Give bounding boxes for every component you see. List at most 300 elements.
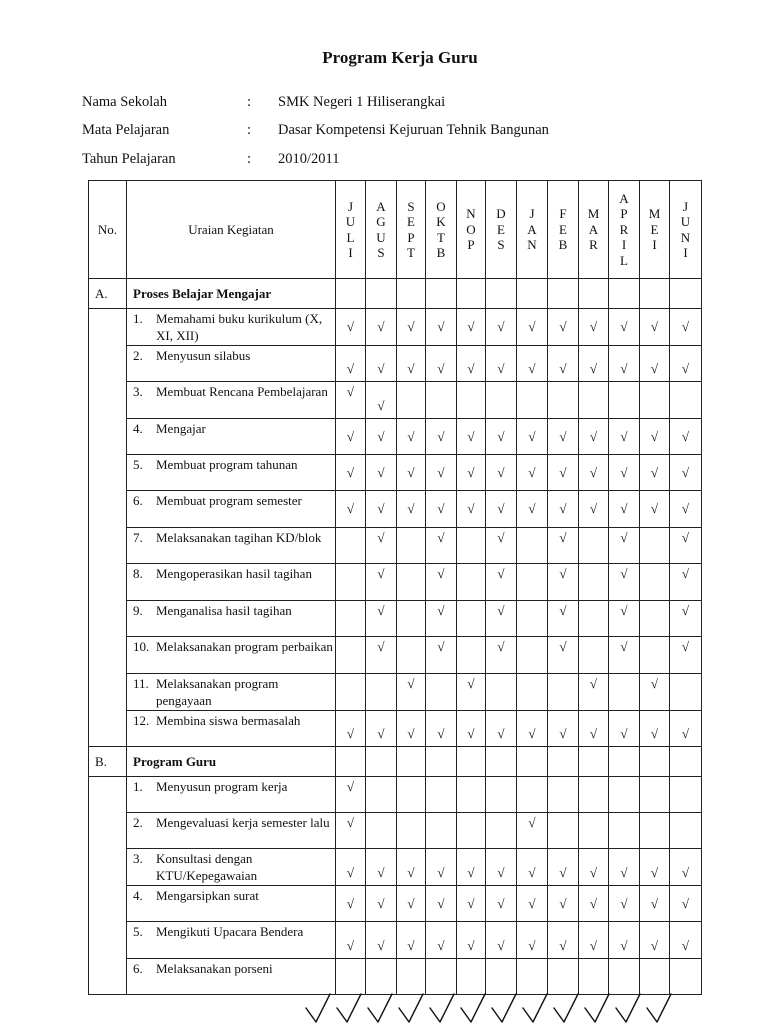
- month-cell: [517, 382, 548, 419]
- activity-text: Menganalisa hasil tagihan: [156, 603, 292, 618]
- check-mark: √: [528, 428, 536, 444]
- activity-row: [89, 382, 702, 419]
- month-cell: [366, 637, 397, 674]
- month-cell: [579, 455, 609, 491]
- month-cell: [548, 674, 579, 711]
- activity-cell: [127, 813, 336, 849]
- month-cell: [457, 674, 486, 711]
- check-mark: √: [497, 566, 505, 581]
- month-cell: [517, 419, 548, 455]
- activity-number: 3.: [133, 851, 143, 866]
- check-mark: √: [681, 501, 690, 516]
- month-cell: [579, 564, 609, 601]
- month-cell: [397, 849, 426, 886]
- month-cell: [336, 849, 366, 886]
- month-cell: [397, 777, 426, 813]
- check-mark: √: [650, 726, 659, 741]
- info-colon: :: [247, 94, 252, 110]
- month-cell: [366, 601, 397, 637]
- month-header: [548, 181, 579, 279]
- check-mark: √: [407, 428, 415, 444]
- month-letter: U: [680, 214, 691, 229]
- month-cell: [517, 813, 548, 849]
- check-mark: √: [437, 603, 445, 618]
- tick-stroke: [616, 994, 640, 1022]
- check-mark: √: [377, 398, 385, 413]
- check-mark: √: [681, 938, 690, 953]
- month-cell: [426, 849, 457, 886]
- month-cell: [336, 747, 366, 777]
- check-mark: √: [559, 865, 567, 880]
- month-letter: B: [436, 245, 446, 260]
- check-mark: √: [559, 895, 567, 911]
- month-cell: [517, 309, 548, 346]
- check-mark: √: [497, 726, 505, 741]
- month-letter: J: [529, 206, 535, 222]
- check-mark: √: [681, 566, 690, 581]
- month-cell: [517, 528, 548, 564]
- month-cell: [548, 564, 579, 601]
- month-letter: L: [620, 252, 628, 268]
- check-mark: √: [620, 865, 628, 880]
- month-cell: [670, 279, 702, 309]
- month-cell: [426, 601, 457, 637]
- month-cell: [457, 309, 486, 346]
- activity-row: [89, 564, 702, 601]
- month-letter: I: [652, 237, 657, 253]
- activity-text: Melaksanakan tagihan KD/blok: [156, 530, 322, 545]
- tick-stroke: [523, 994, 547, 1022]
- check-mark: √: [346, 726, 355, 741]
- check-mark: √: [377, 726, 385, 741]
- month-cell: [609, 309, 640, 346]
- month-letter: T: [407, 245, 415, 260]
- month-cell: [336, 674, 366, 711]
- month-cell: [457, 382, 486, 419]
- check-mark: √: [467, 865, 475, 880]
- month-cell: [426, 674, 457, 711]
- month-letter: N: [680, 229, 691, 245]
- month-cell: [426, 279, 457, 309]
- header-no: No.: [89, 181, 127, 279]
- month-letter: O: [466, 221, 476, 237]
- month-cell: [457, 419, 486, 455]
- activity-cell: [127, 564, 336, 601]
- month-cell: [579, 711, 609, 747]
- activity-row: [89, 601, 702, 637]
- check-mark: √: [559, 530, 567, 545]
- month-cell: [397, 674, 426, 711]
- month-cell: [486, 747, 517, 777]
- month-cell: [397, 528, 426, 564]
- month-cell: [336, 528, 366, 564]
- check-mark: √: [467, 895, 475, 911]
- month-cell: [609, 849, 640, 886]
- activity-number: 8.: [133, 566, 143, 581]
- month-cell: [517, 711, 548, 747]
- month-cell: [366, 886, 397, 922]
- month-cell: [670, 922, 702, 959]
- month-cell: [366, 419, 397, 455]
- month-cell: [486, 813, 517, 849]
- check-mark: √: [407, 676, 415, 691]
- month-cell: [457, 711, 486, 747]
- activity-text: Mengevaluasi kerja semester lalu: [156, 815, 330, 830]
- month-letter: P: [467, 237, 475, 253]
- check-mark: √: [497, 639, 505, 654]
- month-cell: [609, 777, 640, 813]
- check-mark: √: [407, 464, 415, 480]
- check-mark: √: [650, 319, 659, 334]
- month-cell: [670, 777, 702, 813]
- month-cell: [517, 564, 548, 601]
- check-mark: √: [589, 428, 598, 444]
- month-letter: E: [497, 221, 505, 237]
- info-colon: :: [247, 151, 252, 167]
- month-cell: [670, 813, 702, 849]
- month-cell: [457, 455, 486, 491]
- check-mark: √: [559, 938, 567, 953]
- month-cell: [426, 309, 457, 346]
- check-mark: √: [437, 865, 445, 880]
- month-cell: [640, 886, 670, 922]
- month-cell: [457, 346, 486, 382]
- activity-number: 6.: [133, 493, 143, 508]
- check-mark: √: [681, 530, 690, 545]
- month-cell: [609, 564, 640, 601]
- month-cell: [457, 528, 486, 564]
- check-mark: √: [528, 464, 536, 480]
- month-cell: [670, 309, 702, 346]
- check-mark: √: [589, 865, 598, 880]
- month-cell: [670, 564, 702, 601]
- month-cell: [548, 777, 579, 813]
- month-cell: [670, 419, 702, 455]
- check-mark: √: [650, 676, 659, 691]
- month-cell: [579, 849, 609, 886]
- check-mark: √: [437, 428, 445, 444]
- month-letter: I: [683, 245, 688, 260]
- check-mark: √: [346, 815, 355, 830]
- activity-cell: [127, 382, 336, 419]
- activity-cell: [127, 777, 336, 813]
- month-cell: [517, 674, 548, 711]
- check-mark: √: [528, 895, 536, 911]
- month-cell: [366, 922, 397, 959]
- month-letter: B: [558, 237, 568, 253]
- activity-number: 1.: [133, 311, 143, 326]
- activity-number: 1.: [133, 779, 143, 794]
- month-header: [397, 181, 426, 279]
- month-cell: [336, 382, 366, 419]
- month-letter: K: [436, 214, 446, 229]
- month-cell: [517, 777, 548, 813]
- month-letter: E: [650, 221, 659, 237]
- month-cell: [397, 601, 426, 637]
- month-cell: [609, 279, 640, 309]
- check-mark: √: [650, 428, 659, 444]
- month-letter: P: [620, 206, 628, 222]
- check-mark: √: [620, 319, 628, 334]
- activity-number: 4.: [133, 421, 143, 436]
- month-header: [366, 181, 397, 279]
- month-cell: [640, 382, 670, 419]
- month-cell: [426, 711, 457, 747]
- activity-cell: [127, 674, 336, 711]
- month-cell: [366, 491, 397, 528]
- month-cell: [426, 346, 457, 382]
- month-cell: [640, 777, 670, 813]
- tick-stroke: [399, 994, 423, 1022]
- check-mark: √: [467, 938, 475, 953]
- month-cell: [548, 491, 579, 528]
- check-mark: √: [346, 938, 355, 953]
- month-cell: [366, 564, 397, 601]
- month-cell: [517, 491, 548, 528]
- activity-text: Membuat Rencana Pembelajaran: [156, 384, 328, 399]
- check-mark: √: [681, 865, 690, 880]
- month-cell: [457, 813, 486, 849]
- month-cell: [517, 601, 548, 637]
- activity-number: 9.: [133, 603, 143, 618]
- section-title: Program Guru: [127, 747, 336, 777]
- month-cell: [517, 849, 548, 886]
- month-cell: [397, 346, 426, 382]
- month-cell: [548, 886, 579, 922]
- activity-row: [89, 813, 702, 849]
- check-mark: √: [528, 815, 536, 830]
- month-cell: [366, 528, 397, 564]
- month-cell: [426, 491, 457, 528]
- activity-number: 7.: [133, 530, 143, 545]
- check-mark: √: [346, 384, 355, 399]
- activity-number: 12.: [133, 713, 150, 728]
- month-cell: [366, 309, 397, 346]
- month-cell: [609, 419, 640, 455]
- check-mark: √: [346, 895, 355, 911]
- month-cell: [336, 279, 366, 309]
- activity-table: [88, 180, 702, 995]
- month-cell: [609, 491, 640, 528]
- header-uraian: Uraian Kegiatan: [127, 181, 336, 279]
- month-cell: [579, 309, 609, 346]
- month-cell: [486, 674, 517, 711]
- month-cell: [640, 455, 670, 491]
- month-letter: P: [407, 229, 415, 245]
- check-mark: √: [467, 464, 475, 480]
- month-cell: [548, 419, 579, 455]
- activity-cell: [127, 711, 336, 747]
- activity-number: 4.: [133, 888, 143, 903]
- month-cell: [579, 637, 609, 674]
- month-cell: [426, 564, 457, 601]
- check-mark: √: [497, 603, 505, 618]
- activity-cell: [127, 346, 336, 382]
- month-cell: [517, 747, 548, 777]
- activity-text: Mengoperasikan hasil tagihan: [156, 566, 312, 581]
- month-letter: A: [588, 221, 599, 237]
- month-cell: [517, 455, 548, 491]
- blank-number-cell: [89, 309, 127, 747]
- check-mark: √: [589, 676, 598, 691]
- month-cell: [640, 601, 670, 637]
- check-mark: √: [681, 603, 690, 618]
- month-cell: [579, 886, 609, 922]
- check-mark: √: [528, 361, 536, 376]
- month-cell: [579, 813, 609, 849]
- check-mark: √: [620, 603, 628, 618]
- check-mark: √: [437, 501, 445, 516]
- month-letter: J: [347, 198, 354, 214]
- section-row: [89, 747, 702, 777]
- month-cell: [426, 813, 457, 849]
- month-cell: [457, 886, 486, 922]
- month-cell: [640, 849, 670, 886]
- month-cell: [336, 813, 366, 849]
- month-cell: [609, 382, 640, 419]
- month-cell: [366, 279, 397, 309]
- month-cell: [609, 747, 640, 777]
- info-value: 2010/2011: [278, 151, 340, 167]
- month-cell: [486, 711, 517, 747]
- month-cell: [336, 309, 366, 346]
- check-mark: √: [650, 464, 659, 480]
- month-cell: [336, 564, 366, 601]
- month-cell: [640, 674, 670, 711]
- activity-cell: [127, 922, 336, 959]
- info-value: Dasar Kompetensi Kejuruan Tehnik Bangunan: [278, 122, 549, 138]
- month-cell: [548, 382, 579, 419]
- check-mark: √: [620, 530, 628, 545]
- check-mark: √: [497, 361, 505, 376]
- month-header: [517, 181, 548, 279]
- check-mark: √: [437, 639, 445, 654]
- check-mark: √: [346, 865, 355, 880]
- activity-text: Memahami buku kurikulum (X, XI, XII): [156, 311, 323, 343]
- month-cell: [457, 849, 486, 886]
- check-mark: √: [559, 726, 567, 741]
- check-mark: √: [559, 639, 567, 654]
- month-cell: [426, 382, 457, 419]
- activity-text: Melaksanakan porseni: [156, 961, 273, 976]
- month-cell: [366, 813, 397, 849]
- check-mark: √: [437, 464, 445, 480]
- activity-cell: [127, 491, 336, 528]
- check-mark: √: [377, 530, 385, 545]
- month-cell: [517, 922, 548, 959]
- month-cell: [486, 637, 517, 674]
- check-mark: √: [559, 319, 567, 334]
- month-header: [457, 181, 486, 279]
- check-mark: √: [437, 726, 445, 741]
- check-mark: √: [377, 319, 385, 334]
- tick-stroke: [554, 994, 578, 1022]
- month-cell: [609, 886, 640, 922]
- activity-row: [89, 674, 702, 711]
- month-cell: [609, 922, 640, 959]
- month-letter: T: [437, 229, 445, 245]
- activity-text: Membina siswa bermasalah: [156, 713, 301, 728]
- check-mark: √: [467, 428, 475, 444]
- check-mark: √: [407, 501, 415, 516]
- activity-text: Membuat program tahunan: [156, 457, 298, 472]
- month-cell: [426, 886, 457, 922]
- activity-cell: [127, 528, 336, 564]
- month-header: [336, 181, 366, 279]
- month-cell: [486, 455, 517, 491]
- month-cell: [609, 674, 640, 711]
- month-cell: [670, 637, 702, 674]
- month-cell: [366, 777, 397, 813]
- month-letter: S: [407, 198, 415, 214]
- month-letter: A: [527, 221, 537, 237]
- check-mark: √: [681, 895, 690, 911]
- month-cell: [457, 601, 486, 637]
- activity-number: 5.: [133, 457, 143, 472]
- activity-cell: [127, 455, 336, 491]
- month-cell: [486, 777, 517, 813]
- month-letter: N: [466, 206, 476, 222]
- month-letter: E: [407, 214, 415, 229]
- month-cell: [336, 922, 366, 959]
- check-mark: √: [528, 726, 536, 741]
- month-cell: [336, 455, 366, 491]
- month-cell: [397, 711, 426, 747]
- tick-stroke: [368, 994, 392, 1022]
- month-cell: [397, 922, 426, 959]
- month-cell: [426, 419, 457, 455]
- activity-row: [89, 711, 702, 747]
- month-letter: U: [345, 214, 356, 229]
- activity-number: 2.: [133, 815, 143, 830]
- check-mark: √: [346, 779, 355, 794]
- check-mark: √: [620, 428, 628, 444]
- check-mark: √: [620, 895, 628, 911]
- month-cell: [486, 601, 517, 637]
- month-letter: I: [621, 237, 627, 253]
- check-mark: √: [467, 319, 475, 334]
- info-label: Nama Sekolah: [82, 94, 167, 110]
- month-cell: [336, 491, 366, 528]
- check-mark: √: [620, 501, 628, 516]
- activity-text: Membuat program semester: [156, 493, 302, 508]
- month-cell: [579, 747, 609, 777]
- activity-number: 2.: [133, 348, 143, 363]
- check-mark: √: [407, 726, 415, 741]
- info-label: Tahun Pelajaran: [82, 151, 176, 167]
- check-mark: √: [681, 464, 690, 480]
- check-mark: √: [681, 428, 690, 444]
- check-mark: √: [497, 464, 505, 480]
- month-cell: [457, 922, 486, 959]
- month-cell: [548, 279, 579, 309]
- check-mark: √: [497, 530, 505, 545]
- section-row: [89, 279, 702, 309]
- activity-row: [89, 346, 702, 382]
- activity-text: Melaksanakan program pengayaan: [156, 676, 279, 708]
- month-cell: [336, 711, 366, 747]
- activity-number: 6.: [133, 961, 143, 976]
- info-label: Mata Pelajaran: [82, 122, 170, 138]
- month-cell: [579, 777, 609, 813]
- month-cell: [548, 601, 579, 637]
- month-letter: S: [497, 237, 505, 253]
- check-mark: √: [437, 566, 445, 581]
- month-letter: N: [527, 237, 537, 253]
- activity-row: [89, 886, 702, 922]
- month-cell: [670, 849, 702, 886]
- check-mark: √: [467, 676, 475, 691]
